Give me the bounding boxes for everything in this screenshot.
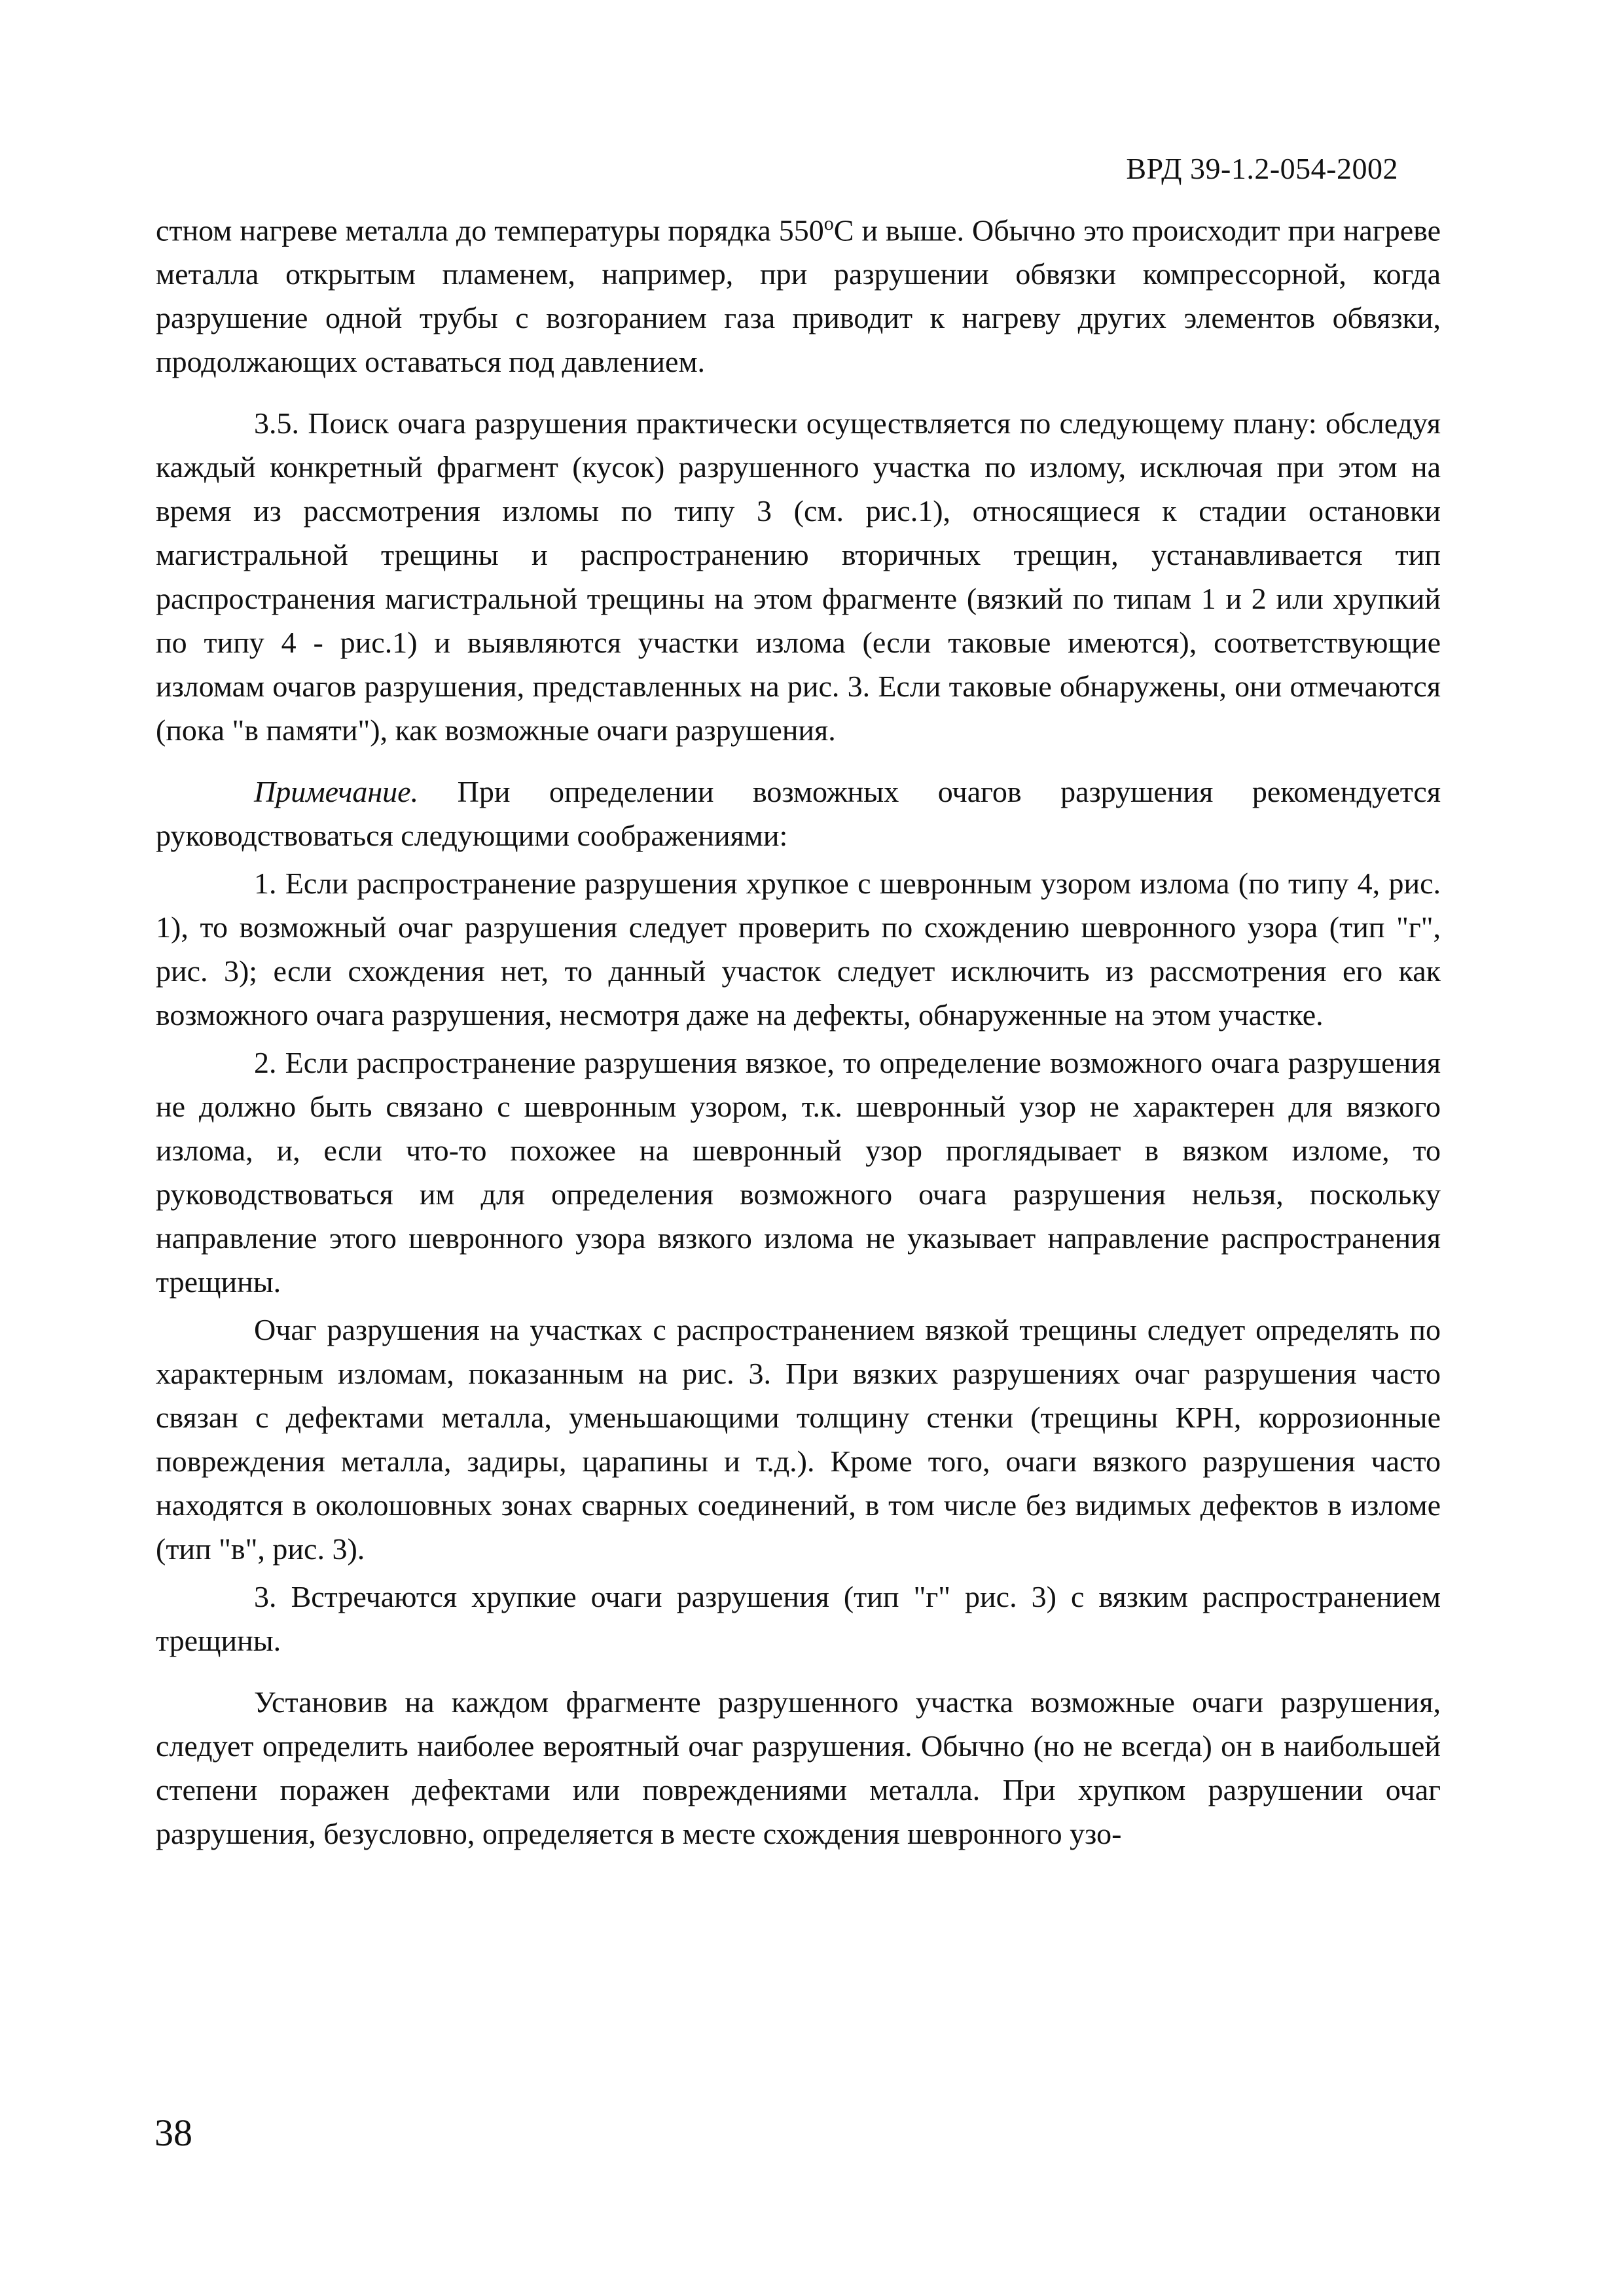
note-text: При определении возможных очагов разрушения рекомендуется руководствоваться следующими соображениями: bbox=[156, 775, 1441, 853]
note-item-1: 1. Если распространение разрушения хрупкое с шевронным узором излома (по типу 4, рис. 1), то возможный очаг разрушения следует проверить по схождению шевронного узора (тип "г", рис. 3); если схождения нет, то данный участок следует исключить из рассмотрения его как возможного очага разрушения, несмотря даже на дефекты, обнаруженные на этом участке. bbox=[156, 867, 1441, 1032]
page-body bbox=[156, 202, 1441, 1856]
page-number: 38 bbox=[154, 2111, 192, 2154]
paragraph-heating-start: стном нагреве металла до температуры порядка 550 bbox=[156, 213, 824, 247]
note-item-2: 2. Если распространение разрушения вязкое, то определение возможного очага разрушения не должно быть связано с шевронным узором, т.к. шевронный узор не характерен для вязкого излома, и, если что-то похожее на шевронный узор проглядывает в вязком изломе, то руководствоваться им для определения возможного очага разрушения нельзя, поскольку направление этого шевронного узора вязкого излома не указывает направление распространения трещины. bbox=[156, 1046, 1441, 1299]
paragraph-3-5-search: 3.5. Поиск очага разрушения практически осуществляется по следующему плану: обследуя каждый конкретный фрагмент (кусок) разрушенного участка по излому, исключая при этом на время из рассмотрения изломы по типу 3 (см. рис.1), относящиеся к стадии остановки магистральной трещины и распространению вторичных трещин, устанавливается тип распространения магистральной трещины на этом фрагменте (вязкий по типам 1 и 2 или хрупкий по типу 4 - рис.1) и выявляются участки излома (если таковые имеются), соответствующие изломам очагов разрушения, представленных на рис. 3. Если таковые обнаружены, они отмечаются (пока "в памяти"), как возможные очаги разрушения. bbox=[156, 406, 1441, 747]
note-paragraph bbox=[156, 770, 1441, 857]
paragraph-most-probable-origin: Установив на каждом фрагменте разрушенного участка возможные очаги разрушения, следует определить наиболее вероятный очаг разрушения. Обычно (но не всегда) он в наибольшей степени поражен дефектами или повреждениями металла. При хрупком разрушении очаг разрушения, безусловно, определяется в месте схождения шевронного узо- bbox=[156, 1685, 1441, 1851]
paragraph-heating bbox=[156, 202, 1441, 384]
note-label: Примечание. bbox=[254, 775, 419, 809]
paragraph-ductile-origin: Очаг разрушения на участках с распространением вязкой трещины следует определять по характерным изломам, показанным на рис. 3. При вязких разрушениях очаг разрушения часто связан с дефектами металла, уменьшающими толщину стенки (трещины КРН, коррозионные повреждения металла, задиры, царапины и т.д.). Кроме того, очаги вязкого разрушения часто находятся в околошовных зонах сварных соединений, в том числе без видимых дефектов в изломе (тип "в", рис. 3). bbox=[156, 1313, 1441, 1566]
paragraph-heating-end: С и выше. Обычно это происходит при нагреве металла открытым пламенем, например, при разрушении обвязки компрессорной, когда разрушение одной трубы с возгоранием газа приводит к нагреву других элементов обвязки, продолжающих оставаться под давлением. bbox=[156, 213, 1441, 379]
document-code-header: ВРД 39-1.2-054-2002 bbox=[1126, 152, 1398, 185]
note-item-3: 3. Встречаются хрупкие очаги разрушения (тип "г" рис. 3) с вязким распространением трещины. bbox=[156, 1580, 1441, 1658]
degree-superscript: o bbox=[823, 213, 834, 234]
